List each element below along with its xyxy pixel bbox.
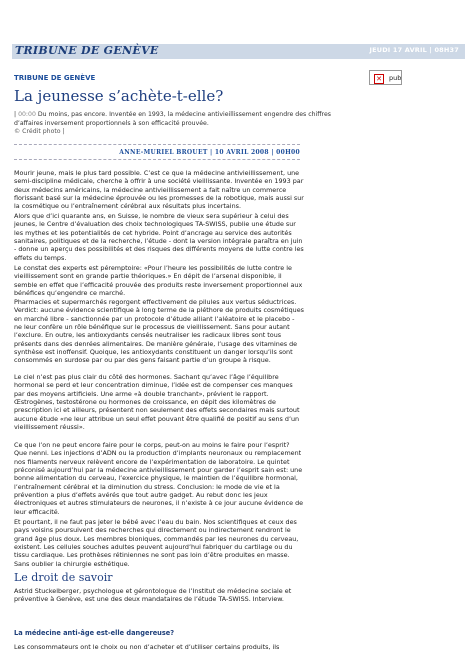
masthead <box>12 44 465 59</box>
paragraph: Mourir jeune, mais le plus tard possible. C’est ce que la médecine antivieillissement, une semi-discipline médicale, cherche à offrir à une société vieillissante. Inventée en 1993 par deux médecins américains, la médecine antivieillissement a fait naître un commerce florissant basé sur la médecine éprouvée ou les promesses de la robotique, mais aussi sur la cosmétique ou l’entraînement cérébral aux résultats plus incertains. <box>14 169 304 211</box>
header-date: JEUDI 17 AVRIL | 08H37 <box>369 46 459 54</box>
lead-time: 00:00 <box>18 111 36 118</box>
paragraph: Et pourtant, il ne faut pas jeter le bébé avec l’eau du bain. Nos scientifiques et ceux des pays voisins poursuivent des recherches qui directement ou indirectement rendront le grand âge plus doux. Les membres bioniques, commandés par les neurones du cerveau, existent. Les cellules souches adultes peuvent aujourd’hui fabriquer du cartilage ou du tissu cardiaque. Les prothèses rétiniennes ne sont pas loin d’être produites en masse. Sans oublier la chirurgie esthétique. <box>14 518 299 568</box>
article-title: La jeunesse s’achète-t-elle? <box>14 87 224 105</box>
subheading: Le droit de savoir <box>14 571 113 584</box>
paragraph: Pharmacies et supermarchés regorgent effectivement de pilules aux vertus séductrices. Verdict: aucune évidence scientifique à long terme de la pléthore de produits cosmétiques en marché libre - sanctionnée par un protocole d’étude alliant l’aléatoire et le placebo - ne leur confère un rôle bénéfique sur le processus de vieillissement. Sans pour autant l’exclure. En outre, les antioxydants censés neutraliser les radicaux libres sont tous présents dans des denrées alimentaires. De manière générale, l’usage des vitamines de synthèse est inoffensif. Quoique, les antioxydants constituent un danger lorsqu’ils sont consommés en surdose par ou par des gens faisant partie d’un groupe à risque. <box>14 298 304 365</box>
lead-text: Du moins, pas encore. Inventée en 1993, la médecine antivieillissement engendre des chiffres d’affaires inversement proportionnels à son efficacité prouvée. <box>14 111 331 127</box>
pub-box[interactable] <box>369 70 402 85</box>
article-lead: | 00:00 Du moins, pas encore. Inventée en 1993, la médecine antivieillissement engendre des chiffres d’affaires inversement proportionnels à son efficacité prouvée. <box>14 111 331 127</box>
paragraph: Astrid Stuckelberger, psychologue et gérontologue de l’Institut de médecine sociale et préventive à Genève, est une des deux mandataires de l’étude TA-SWISS. Interview. <box>14 587 292 604</box>
section-label[interactable]: TRIBUNE DE GENÈVE <box>14 74 96 82</box>
paragraph: Alors que d’ici quarante ans, en Suisse, le nombre de vieux sera supérieur à celui des jeunes, le Centre d’évaluation des choix technologiques TA-SWISS, publie une étude sur les mythes et les potentialités de cet hybride. Point d’ancrage au service des autorités sanitaires, politiques et de la recherche, l’étude - dont la version intégrale paraîtra en juin - donne un aperçu des possibilités et des risques des différents moyens de lutte contre les effets du temps. <box>14 212 304 262</box>
divider <box>14 159 300 160</box>
site-logo[interactable]: TRIBUNE DE GENÈVE <box>15 44 159 57</box>
paragraph: Les consommateurs ont le choix ou non d’acheter et d’utiliser certains produits, ils <box>14 643 280 651</box>
close-icon[interactable]: ✕ <box>374 74 384 84</box>
paragraph: Le constat des experts est péremptoire: «Pour l’heure les possibilités de lutte contre le vieillissement sont en grande partie théoriques.» En dépit de l’arsenal disponible, il semble en effet que l’efficacité prouvée des produits reste inversement proportionnel aux bénéfices qu’engendre ce marché. <box>14 264 303 298</box>
byline: ANNE-MURIEL BROUET | 10 AVRIL 2008 | 00H00 <box>119 149 300 156</box>
paragraph: Ce que l’on ne peut encore faire pour le corps, peut-on au moins le faire pour l’esprit? Que nenni. Les injections d’ADN ou la production d’implants neuronaux ou remplacement nos filaments nerveux relèvent encore de l’expérimentation de laboratoire. Le quintet préconisé aujourd’hui par la médecine antivieillissement pour garder l’esprit sain est: une bonne alimentation du cerveau, l’exercice physique, le maintien de l’équilibre hormonal, l’entraînement cérébral et la diminution du stress. Conclusion: le mode de vie et la prévention a plus d’effets avérés que tout autre gadget. Au rebut donc les jeux électroniques et autres stimulateurs de neurones, il n’existe à ce jour aucune évidence de leur efficacité. <box>14 441 304 516</box>
photo-credit: © Crédit photo | <box>14 128 65 135</box>
interview-question: La médecine anti-âge est-elle dangereuse? <box>14 629 175 637</box>
divider <box>14 144 300 145</box>
paragraph: Le ciel n’est pas plus clair du côté des hormones. Sachant qu’avec l’âge l’équilibre hormonal se perd et leur concentration diminue, l’idée est de compenser ces manques par des moyens artificiels. Une arme «à double tranchant», prévient le rapport. Œstrogènes, testostérone ou hormones de croissance, en dépit des kilomètres de prescription ici et ailleurs, présentent non seulement des effets secondaires mais surtout aucune étude «ne leur attribue un seul effet pouvant être qualifié de positif au sens d’un vieillissement réussi». <box>14 373 300 432</box>
pub-label: pub <box>389 74 402 82</box>
